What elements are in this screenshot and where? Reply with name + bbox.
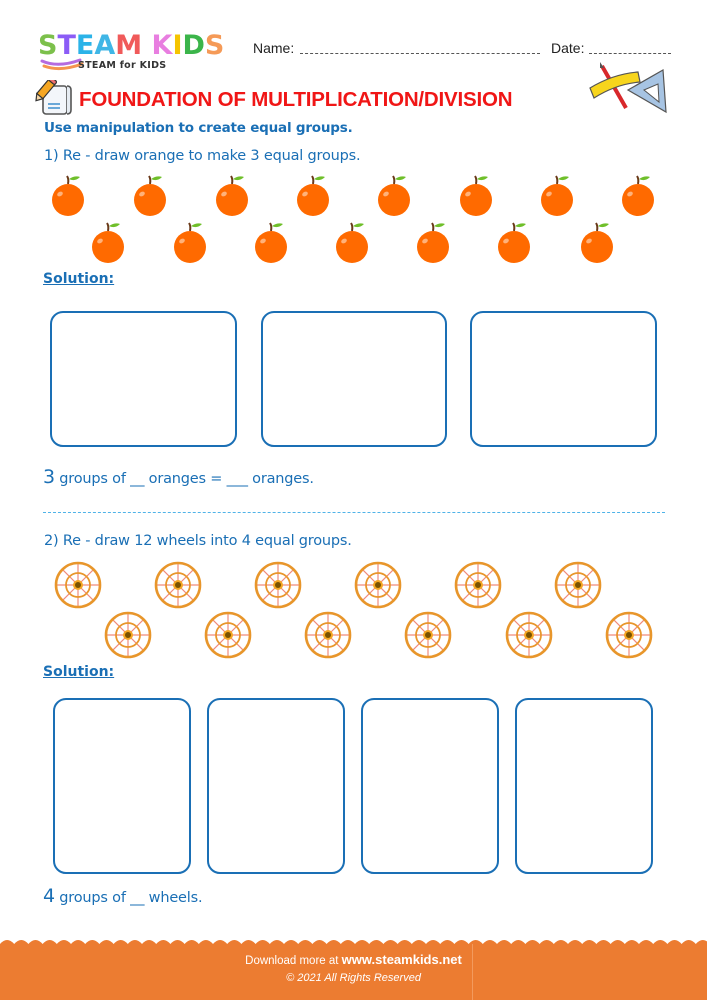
orange-icon	[537, 174, 577, 223]
orange-icon	[494, 221, 534, 270]
logo-letter: A	[94, 30, 116, 61]
wheel-icon	[254, 561, 302, 614]
orange-icon	[293, 174, 333, 223]
answer-1-number: 3	[43, 466, 55, 488]
logo-letter: D	[182, 30, 205, 61]
logo-letter: K	[151, 30, 173, 61]
orange-icon	[212, 174, 252, 223]
orange-icon	[374, 174, 414, 223]
name-label: Name:	[253, 40, 295, 56]
steam-kids-logo	[38, 30, 238, 72]
answer-2-number: 4	[43, 885, 55, 907]
logo-tagline: STEAM for KIDS	[78, 60, 167, 71]
wheel-icon	[154, 561, 202, 614]
answer-2-sentence	[43, 885, 202, 907]
solution-1-drawing-box-2[interactable]	[261, 311, 447, 447]
logo-letter: S	[204, 30, 225, 61]
logo-letter	[142, 30, 151, 62]
instruction-text: Use manipulation to create equal groups.	[44, 120, 353, 136]
footer-download	[0, 952, 707, 967]
answer-1-sentence	[43, 466, 314, 488]
solution-1-label: Solution:	[43, 271, 115, 287]
solution-2-drawing-box-2[interactable]	[207, 698, 345, 874]
orange-icon	[130, 174, 170, 223]
question-1-prompt: 1) Re - draw orange to make 3 equal groups.	[44, 148, 361, 164]
wheel-icon	[354, 561, 402, 614]
logo-letter: M	[115, 30, 143, 61]
logo-letter: I	[172, 30, 183, 61]
pencil-paper-icon	[35, 80, 73, 116]
orange-icon	[413, 221, 453, 270]
footer-copyright: © 2021 All Rights Reserved	[286, 972, 421, 984]
answer-1-text: groups of __ oranges = ___ oranges.	[54, 471, 314, 487]
orange-icon	[618, 174, 658, 223]
orange-icon	[170, 221, 210, 270]
wheel-icon	[204, 611, 252, 664]
wheel-icon	[104, 611, 152, 664]
logo-letter: T	[57, 30, 76, 61]
orange-icon	[456, 174, 496, 223]
date-label: Date:	[551, 40, 585, 56]
section-divider	[43, 512, 665, 513]
name-field[interactable]	[300, 53, 540, 54]
page-title: FOUNDATION OF MULTIPLICATION/DIVISION	[79, 88, 513, 111]
solution-1-drawing-box-3[interactable]	[470, 311, 657, 447]
solution-2-drawing-box-3[interactable]	[361, 698, 499, 874]
orange-icon	[332, 221, 372, 270]
solution-2-drawing-box-4[interactable]	[515, 698, 653, 874]
footer-download-text: Download more at	[245, 955, 342, 967]
wheel-icon	[554, 561, 602, 614]
wheel-icon	[304, 611, 352, 664]
wheel-icon	[454, 561, 502, 614]
wheel-icon	[605, 611, 653, 664]
answer-2-text: groups of __ wheels.	[54, 890, 203, 906]
wheel-icon	[54, 561, 102, 614]
question-2-prompt: 2) Re - draw 12 wheels into 4 equal groups.	[44, 533, 352, 549]
wheel-icon	[505, 611, 553, 664]
solution-1-drawing-box-1[interactable]	[50, 311, 237, 447]
logo-letter: E	[75, 30, 95, 61]
ruler-pencil-icon	[588, 60, 668, 115]
orange-icon	[577, 221, 617, 270]
footer	[0, 944, 707, 1000]
orange-icon	[88, 221, 128, 270]
solution-2-drawing-box-1[interactable]	[53, 698, 191, 874]
footer-url-link[interactable]: www.steamkids.net	[341, 952, 462, 967]
scallop-border	[0, 938, 707, 946]
orange-icon	[48, 174, 88, 223]
date-field[interactable]	[589, 53, 671, 54]
solution-2-label: Solution:	[43, 664, 115, 680]
wheel-icon	[404, 611, 452, 664]
logo-letter: S	[38, 30, 58, 61]
orange-icon	[251, 221, 291, 270]
